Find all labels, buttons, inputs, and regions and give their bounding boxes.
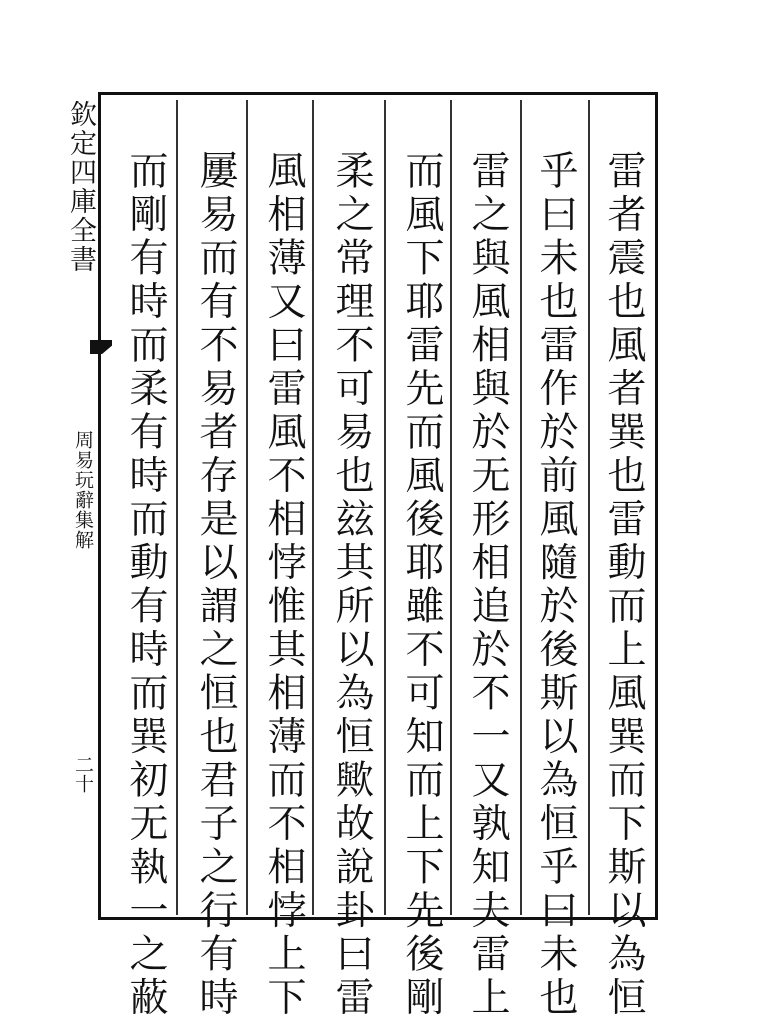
text-column-3: 雷之與風相與於无形相追於不一又孰知夫雷上 <box>465 150 510 1020</box>
column-rule <box>312 100 314 915</box>
text-column-1: 雷者震也風者巽也雷動而上風巽而下斯以為恒 <box>601 150 646 1020</box>
text-column-8: 而剛有時而柔有時而動有時而巽初无執一之蔽 <box>123 150 168 1020</box>
column-rule <box>520 100 522 915</box>
text-column-4: 而風下耶雷先而風後耶雖不可知而上下先後剛 <box>399 150 444 1020</box>
margin-page-number: 二十 <box>72 755 94 793</box>
column-rule <box>450 100 452 915</box>
margin-title: 欽定四庫全書 <box>65 100 96 274</box>
column-rule <box>176 100 178 915</box>
text-column-5: 柔之常理不可易也玆其所以為恒歟故說卦曰雷 <box>329 150 374 1020</box>
text-column-2: 乎曰未也雷作於前風隨於後斯以為恒乎曰未也 <box>533 150 578 1020</box>
column-rule <box>384 100 386 915</box>
column-rule <box>588 100 590 915</box>
frame-left-border <box>98 92 101 920</box>
margin-book-title: 周易玩辭集解 <box>72 430 94 550</box>
column-rule <box>246 100 248 915</box>
text-column-7: 屢易而有不易者存是以謂之恒也君子之行有時 <box>193 150 238 1020</box>
text-column-6: 風相薄又曰雷風不相悖惟其相薄而不相悖上下 <box>261 150 306 1020</box>
